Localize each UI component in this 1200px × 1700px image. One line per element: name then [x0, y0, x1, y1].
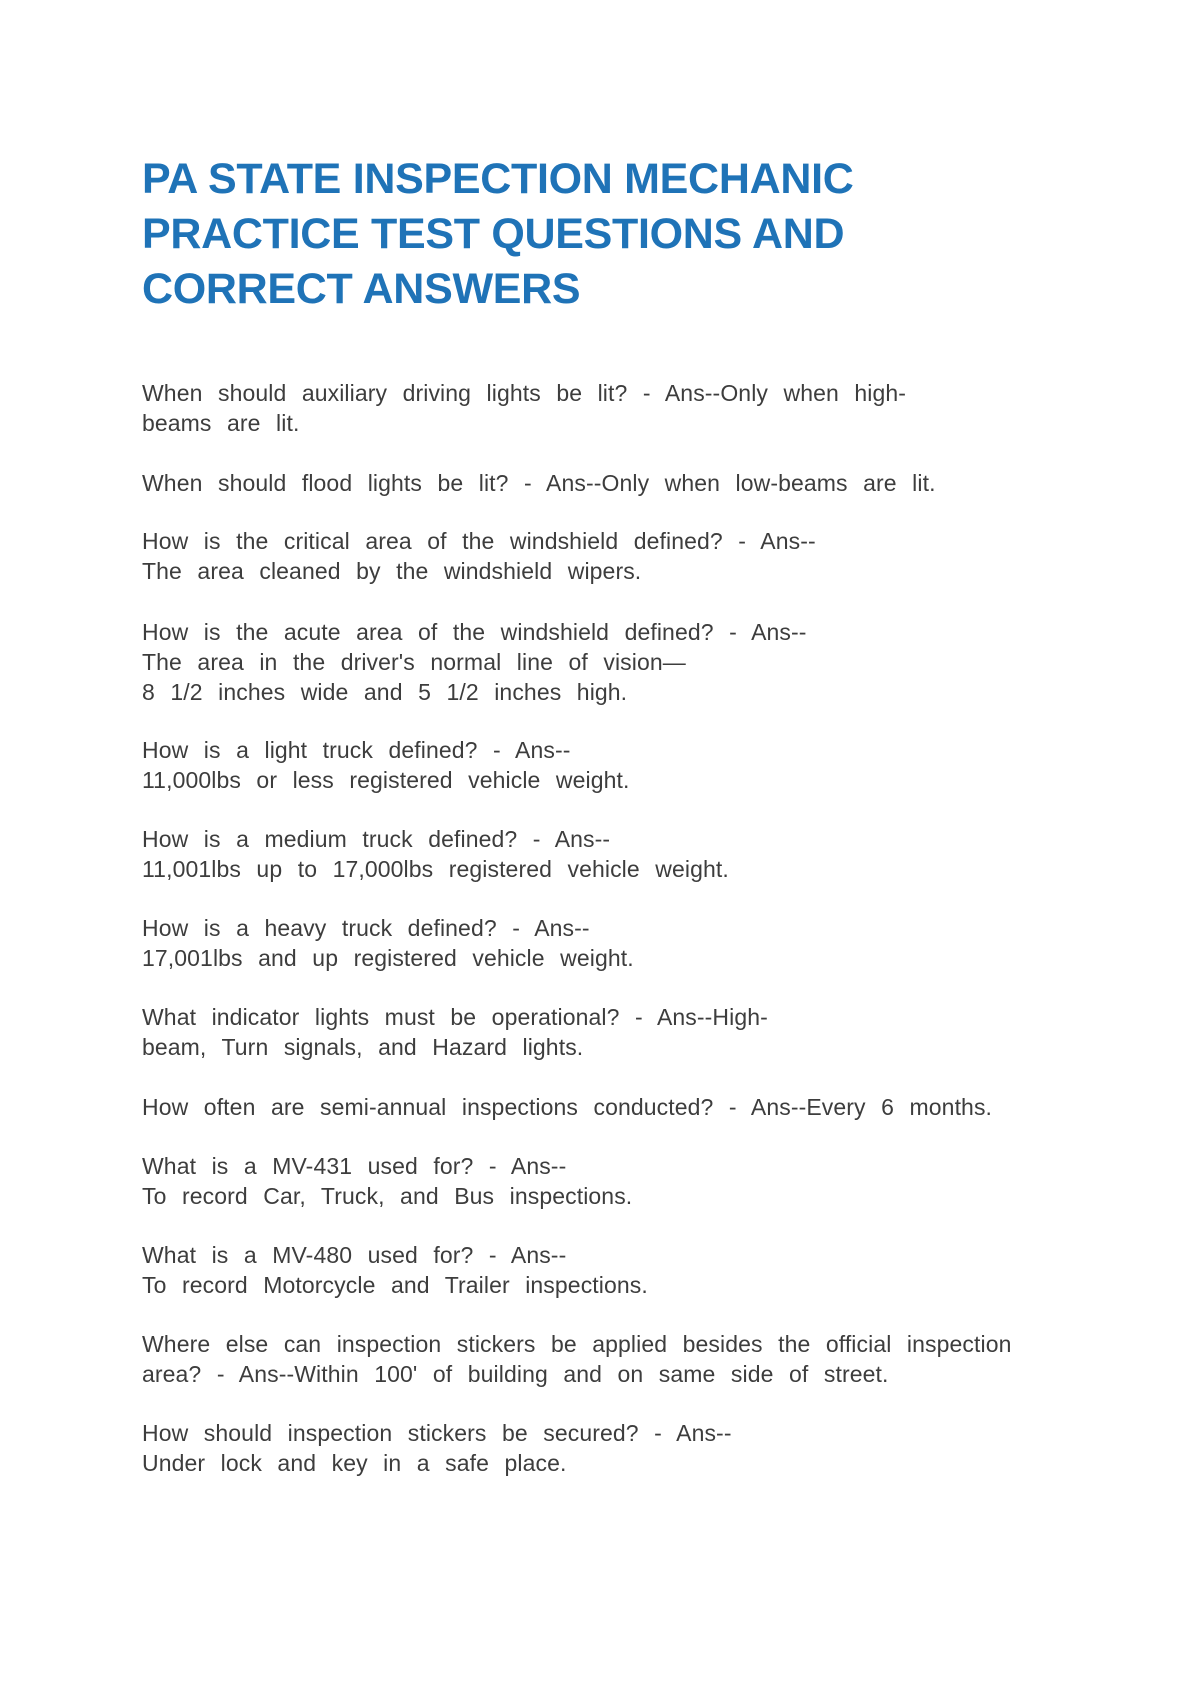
qa-line: beams are lit. — [142, 410, 300, 436]
qa-line: beam, Turn signals, and Hazard lights. — [142, 1034, 584, 1060]
qa-line: 11,000lbs or less registered vehicle weight. — [142, 767, 630, 793]
qa-line: How is the critical area of the windshield defined? - Ans-- — [142, 528, 816, 554]
qa-line: How is a light truck defined? - Ans-- — [142, 737, 571, 763]
qa-item — [142, 1329, 1012, 1389]
qa-line: To record Motorcycle and Trailer inspections. — [142, 1272, 648, 1298]
qa-item — [142, 617, 807, 707]
qa-item — [142, 1240, 648, 1300]
qa-line: The area cleaned by the windshield wipers. — [142, 558, 642, 584]
qa-line: Where else can inspection stickers be applied besides the official inspection — [142, 1331, 1012, 1357]
qa-item — [142, 526, 816, 586]
qa-line: What is a MV-480 used for? - Ans-- — [142, 1242, 567, 1268]
qa-line: What indicator lights must be operational? - Ans--High- — [142, 1004, 768, 1030]
qa-item — [142, 1092, 992, 1122]
qa-line: The area in the driver's normal line of vision— — [142, 649, 686, 675]
qa-item — [142, 735, 630, 795]
qa-line: Under lock and key in a safe place. — [142, 1450, 567, 1476]
qa-item — [142, 468, 936, 498]
qa-line: How is a medium truck defined? - Ans-- — [142, 826, 611, 852]
qa-line: When should flood lights be lit? - Ans--Only when low-beams are lit. — [142, 470, 936, 496]
title-line: PRACTICE TEST QUESTIONS AND — [142, 210, 845, 258]
qa-line: What is a MV-431 used for? - Ans-- — [142, 1153, 567, 1179]
qa-line: How is the acute area of the windshield defined? - Ans-- — [142, 619, 807, 645]
qa-line: To record Car, Truck, and Bus inspections. — [142, 1183, 633, 1209]
qa-line: 8 1/2 inches wide and 5 1/2 inches high. — [142, 679, 628, 705]
title-line: CORRECT ANSWERS — [142, 265, 581, 313]
title-line: PA STATE INSPECTION MECHANIC — [142, 155, 854, 203]
qa-line: How often are semi-annual inspections conducted? - Ans--Every 6 months. — [142, 1094, 993, 1120]
qa-line: area? - Ans--Within 100' of building and on same side of street. — [142, 1361, 889, 1387]
qa-item — [142, 1002, 768, 1062]
qa-item — [142, 378, 906, 438]
document-title — [142, 152, 1042, 317]
qa-item — [142, 913, 634, 973]
qa-line: How should inspection stickers be secured? - Ans-- — [142, 1420, 732, 1446]
qa-line: When should auxiliary driving lights be lit? - Ans--Only when high- — [142, 380, 907, 406]
qa-item — [142, 1151, 632, 1211]
qa-item — [142, 1418, 732, 1478]
qa-line: 17,001lbs and up registered vehicle weight. — [142, 945, 634, 971]
qa-line: 11,001lbs up to 17,000lbs registered vehicle weight. — [142, 856, 729, 882]
qa-line: How is a heavy truck defined? - Ans-- — [142, 915, 590, 941]
qa-item — [142, 824, 729, 884]
